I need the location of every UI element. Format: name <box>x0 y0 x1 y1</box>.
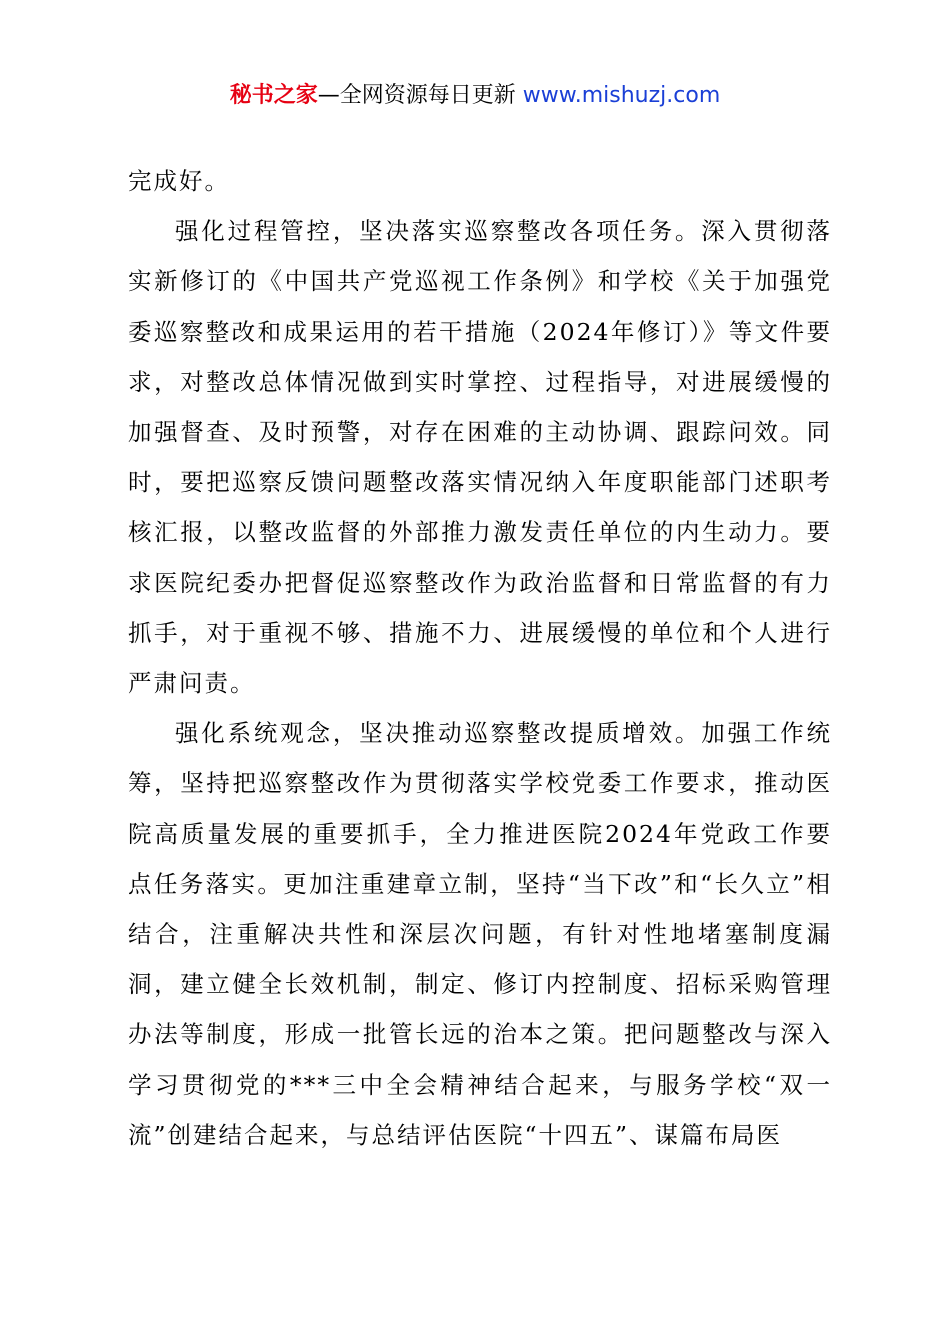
paragraph-system-concept: 强化系统观念，坚决推动巡察整改提质增效。加强工作统筹，坚持把巡察整改作为贯彻落实学校党委工作要求，推动医院高质量发展的重要抓手，全力推进医院2024年党政工作要点任务落实。更加注重建章立制，坚持“当下改”和“长久立”相结合，注重解决共性和深层次问题，有针对性地堵塞制度漏洞，建立健全长效机制，制定、修订内控制度、招标采购管理办法等制度，形成一批管长远的治本之策。把问题整改与深入学习贯彻党的***三中全会精神结合起来，与服务学校“双一流”创建结合起来，与总结评估医院“十四五”、谋篇布局医 <box>128 719 832 1149</box>
page-header <box>0 80 950 112</box>
document-body <box>128 156 832 1160</box>
header-url-link[interactable]: www.mishuzj.com <box>522 83 721 108</box>
paragraph-process-control: 强化过程管控，坚决落实巡察整改各项任务。深入贯彻落实新修订的《中国共产党巡视工作条例》和学校《关于加强党委巡察整改和成果运用的若干措施（2024年修订）》等文件要求，对整改总体情况做到实时掌控、过程指导，对进展缓慢的加强督查、及时预警，对存在困难的主动协调、跟踪问效。同时，要把巡察反馈问题整改落实情况纳入年度职能部门述职考核汇报，以整改监督的外部推力激发责任单位的内生动力。要求医院纪委办把督促巡察整改作为政治监督和日常监督的有力抓手，对于重视不够、措施不力、进展缓慢的单位和个人进行严肃问责。 <box>128 217 832 698</box>
header-tagline: —全网资源每日更新 <box>317 83 523 108</box>
paragraph-continuation: 完成好。 <box>128 167 230 195</box>
header-brand: 秘书之家 <box>229 83 318 108</box>
